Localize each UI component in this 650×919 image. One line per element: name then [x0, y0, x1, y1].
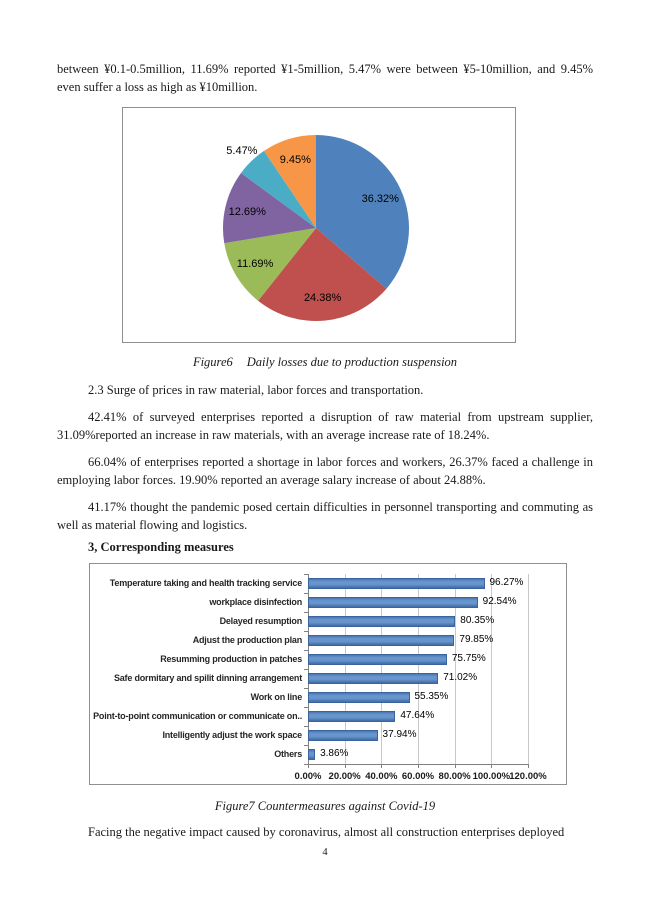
x-axis-tick-label: 20.00% [328, 771, 361, 782]
x-axis-tick-label: 100.00% [472, 771, 511, 782]
category-label: Intelligently adjust the work space [162, 730, 302, 740]
y-axis-tick [304, 707, 308, 708]
bar-value-label: 80.35% [460, 615, 495, 626]
figure6-caption-label: Figure6 [192, 355, 233, 369]
bar-value-label: 47.64% [400, 710, 435, 721]
y-axis-tick [304, 764, 308, 765]
pie-slice-label: 11.69% [236, 257, 274, 270]
y-axis-tick [304, 593, 308, 594]
bar [308, 635, 454, 646]
category-label: Work on line [250, 692, 302, 702]
pie-slice-label: 36.32% [361, 192, 399, 205]
figure7-caption: Figure7 Countermeasures against Covid-19 [214, 799, 436, 813]
bar [308, 616, 455, 627]
x-axis-line [308, 764, 528, 765]
bar-value-label: 71.02% [443, 672, 478, 683]
pie-slice-label: 12.69% [228, 205, 266, 218]
bar [308, 673, 438, 684]
page-number: 4 [322, 847, 328, 858]
y-axis-tick [304, 726, 308, 727]
bar-value-label: 75.75% [451, 653, 486, 664]
x-axis-tick-label: 0.00% [294, 771, 322, 782]
x-axis-tick-label: 80.00% [438, 771, 471, 782]
section-2-3-heading: 2.3 Surge of prices in raw material, labor forces and transportation. [88, 383, 424, 397]
pie-slice-label: 5.47% [226, 144, 258, 157]
category-label: Resumming production in patches [160, 654, 302, 664]
section-3-heading: 3, Corresponding measures [88, 540, 234, 554]
bar-value-label: 37.94% [382, 729, 417, 740]
y-axis-tick [304, 688, 308, 689]
paragraph-losses: between ¥0.1-0.5million, 11.69% reported ¥1-5million, 5.47% were between ¥5-10million, and 9.45% even suffer a loss as high as ¥10million. [57, 62, 593, 94]
figure6-pie-chart-frame [122, 107, 516, 343]
y-axis-tick [304, 745, 308, 746]
category-label: Temperature taking and health tracking service [109, 578, 302, 588]
category-label: Safe dormitary and spilit dinning arrangement [113, 673, 302, 683]
x-axis-tick-label: 60.00% [401, 771, 435, 782]
bar-value-label: 92.54% [482, 596, 517, 607]
bar-value-label: 3.86% [320, 748, 349, 759]
figure6-caption-text: Daily losses due to production suspension [246, 355, 458, 369]
bar-value-label: 79.85% [459, 634, 494, 645]
x-axis-tick [528, 764, 529, 768]
category-label: Delayed resumption [219, 616, 302, 626]
pie-chart [123, 108, 515, 342]
y-axis-tick [304, 612, 308, 613]
category-label: Others [274, 749, 302, 759]
bar [308, 692, 410, 703]
pie-svg [123, 108, 515, 342]
y-axis-tick [304, 650, 308, 651]
category-label: Point-to-point communication or communicate on.. [93, 711, 302, 721]
gridline [528, 574, 529, 764]
bar-value-label: 96.27% [489, 577, 524, 588]
category-label: workplace disinfection [209, 597, 302, 607]
bar-chart [90, 564, 566, 784]
y-axis-tick [304, 669, 308, 670]
pie-slice-label: 9.45% [279, 154, 311, 167]
pie-slice-label: 24.38% [303, 292, 342, 305]
paragraph-transporting: 41.17% thought the pandemic posed certain difficulties in personnel transporting and commuting as well as material flowing and logistics. [57, 500, 593, 532]
bar [308, 597, 478, 608]
bar [308, 711, 395, 722]
bar [308, 730, 378, 741]
y-axis-tick [304, 574, 308, 575]
bar [308, 654, 447, 665]
x-axis-tick-label: 120.00% [509, 771, 547, 782]
x-axis-tick-label: 40.00% [365, 771, 398, 782]
paragraph-labor-shortage: 66.04% of enterprises reported a shortage in labor forces and workers, 26.37% faced a challenge in employing labor forces. 19.90% reported an average salary increase of about 24.88%. [57, 455, 593, 487]
paragraph-facing-impact: Facing the negative impact caused by coronavirus, almost all construction enterprises deployed [88, 825, 565, 839]
y-axis-tick [304, 631, 308, 632]
bar-value-label: 55.35% [414, 691, 449, 702]
paragraph-raw-material: 42.41% of surveyed enterprises reported a disruption of raw material from upstream supplier, 31.09%reported an increase in raw materials, with an average increase rate of 18.24%. [57, 410, 593, 442]
figure7-bar-chart-frame [89, 563, 567, 785]
bar [308, 578, 485, 589]
category-label: Adjust the production plan [192, 635, 302, 645]
bar [308, 749, 315, 760]
figure6-caption [57, 353, 593, 371]
